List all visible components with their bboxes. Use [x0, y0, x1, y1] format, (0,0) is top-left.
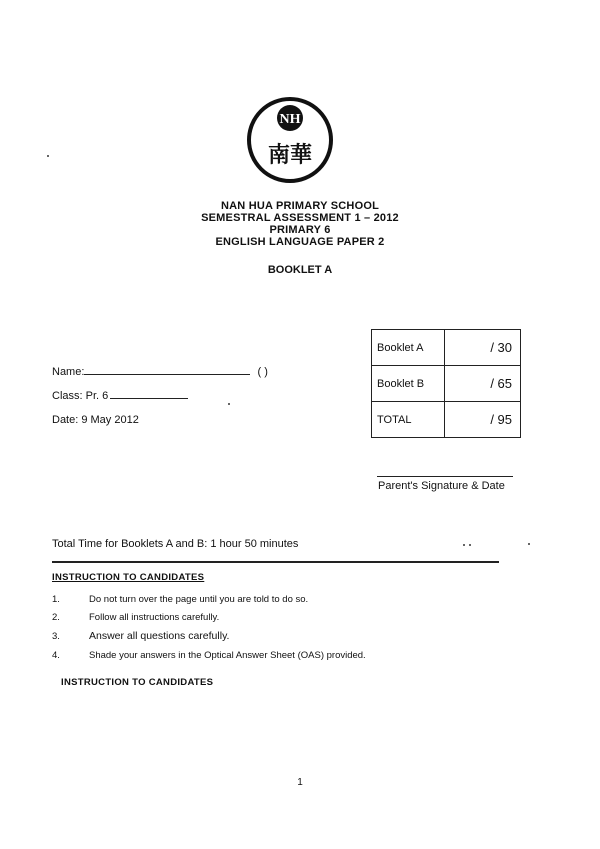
marks-value: / 95 — [445, 402, 521, 438]
total-time: Total Time for Booklets A and B: 1 hour 50 minutes — [52, 538, 299, 550]
instruction-number: 4. — [52, 650, 60, 661]
marks-label: TOTAL — [372, 402, 445, 438]
index-brackets: ( ) — [257, 366, 268, 378]
instruction-text: Follow all instructions carefully. — [89, 612, 220, 623]
signature-label: Parent's Signature & Date — [378, 480, 505, 492]
date-label: Date: 9 May 2012 — [52, 414, 139, 426]
instruction-number: 2. — [52, 612, 60, 623]
marks-table — [371, 329, 521, 438]
scan-speck — [528, 543, 530, 545]
paper-name: ENGLISH LANGUAGE PAPER 2 — [215, 236, 385, 248]
instructions-heading-repeat: INSTRUCTION TO CANDIDATES — [61, 677, 214, 688]
page-number: 1 — [297, 777, 303, 788]
instructions-heading: INSTRUCTION TO CANDIDATES — [52, 572, 205, 583]
table-row — [372, 366, 521, 402]
instruction-number: 1. — [52, 594, 60, 605]
marks-label: Booklet B — [372, 366, 445, 402]
name-line[interactable] — [84, 374, 250, 375]
table-row — [372, 402, 521, 438]
instruction-text: Answer all questions carefully. — [89, 630, 230, 642]
exam-title-block — [0, 200, 600, 248]
name-label: Name: — [52, 366, 85, 378]
class-label: Class: Pr. 6 — [52, 390, 109, 402]
instruction-number: 3. — [52, 631, 60, 642]
scan-speck — [469, 544, 471, 546]
instruction-text: Do not turn over the page until you are told to do so. — [89, 594, 309, 605]
scan-speck — [47, 155, 49, 157]
logo-characters: 南華 — [267, 143, 313, 168]
scan-speck — [228, 403, 230, 405]
marks-value: / 30 — [445, 330, 521, 366]
booklet-label: BOOKLET A — [267, 264, 333, 276]
school-name: NAN HUA PRIMARY SCHOOL — [221, 200, 379, 212]
instruction-text: Shade your answers in the Optical Answer Sheet (OAS) provided. — [89, 650, 366, 661]
logo-letters: NH — [279, 112, 301, 127]
school-logo — [246, 96, 334, 184]
assessment-name: SEMESTRAL ASSESSMENT 1 – 2012 — [201, 212, 399, 224]
signature-line[interactable] — [377, 476, 513, 477]
table-row — [372, 330, 521, 366]
class-field[interactable] — [52, 390, 188, 402]
scan-speck — [463, 544, 465, 546]
level: PRIMARY 6 — [269, 224, 331, 236]
marks-label: Booklet A — [372, 330, 445, 366]
marks-value: / 65 — [445, 366, 521, 402]
divider — [52, 561, 499, 563]
class-line[interactable] — [110, 398, 188, 399]
name-field[interactable] — [52, 366, 268, 378]
